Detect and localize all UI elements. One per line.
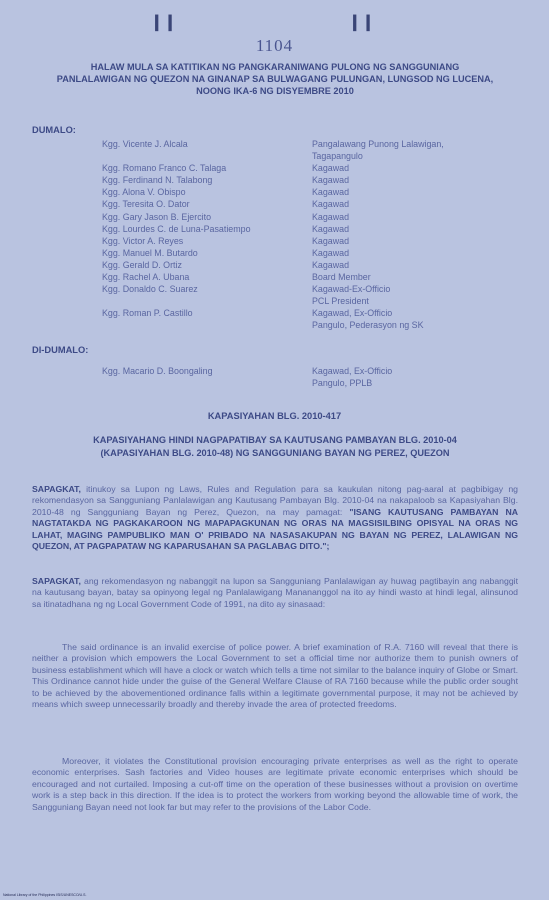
page-number: 1104 <box>255 36 294 55</box>
resolution-subtitle <box>40 434 510 460</box>
quoted-opinion-paragraph-1: The said ordinance is an invalid exercise of police power. A brief examination of R.A. 7160 will reveal that there is neither a provision which empowers the Local Government to set a official time nor authorize them to punish owners of business establishment which will have a clock or watch which tells a time not similar to the balance inquiry of Globe or Smart. This Ordinance cannot hide under the guise of the General Welfare Clause of RA 7160 because while the public order sought to be achieved by the abovementioned ordinance falls within a legitimate governmental purpose, it may not be achieved by means which sweep unnecessarily broadly and thereby invade the area of protected freedoms. <box>32 642 518 710</box>
attendee-row: Kgg. Vicente J. Alcala Pangalawang Punong Lalawigan, <box>102 139 444 149</box>
attendee-row: PCL President <box>312 296 369 307</box>
present-list <box>102 138 502 332</box>
whereas-paragraph-2 <box>32 576 518 610</box>
quoted-opinion-paragraph-2: Moreover, it violates the Constitutional provision encouraging private enterprises as well as the right to operate economic enterprises. Sash factories and Video houses are legitimate private economic enterprises which should be encouraged and not curtailed. Imposing a cut-off time on the operation of these businesses without a provision on overtime work is a step back in this direction. If the idea is to protect the workers from working beyond the allowable time of work, the Sangguniang Bayan need not look far but may refer to the provisions of the Labor Code. <box>32 756 518 812</box>
heading-line-3: NOONG IKA-6 NG DISYEMBRE 2010 <box>196 86 354 96</box>
absent-label: DI-DUMALO: <box>32 345 89 355</box>
attendee-row: Kgg. Gerald D. Ortiz Kagawad <box>102 259 350 270</box>
whereas-lead: SAPAGKAT, <box>32 576 81 586</box>
whereas-paragraph-1 <box>32 484 518 552</box>
minutes-heading <box>32 61 518 97</box>
attendee-row: Kgg. Donaldo C. Suarez Kagawad-Ex-Officio <box>102 284 391 295</box>
attendee-row: Pangulo, Pederasyon ng SK <box>312 320 424 331</box>
attendee-row: Pangulo, PPLB <box>312 378 373 389</box>
attendee-row: Kgg. Victor A. Reyes Kagawad <box>102 235 350 246</box>
attendee-row: Kgg. Lourdes C. de Luna-Pasatiempo Kagawad <box>102 223 350 234</box>
attendee-row: Kgg. Teresita O. Dator Kagawad <box>102 199 350 210</box>
attendee-row: Kgg. Manuel M. Butardo Kagawad <box>102 247 350 258</box>
whereas-body: itinukoy sa Lupon ng Laws, Rules and Regulation para sa kaukulan nitong pag-aaral at pagbibigay ng rekomendasyon sa Sangguniang Panlalawigan ang Kautusang Pambayan Blg. 2010-04 na nakapaloob sa Kapasiyahan Blg. 2010-48 ng Sangguniang Bayan ng Perez, Quezon, na may pamagat: <box>32 484 518 517</box>
present-label: DUMALO: <box>32 125 76 135</box>
heading-line-1: HALAW MULA SA KATITIKAN NG PANGKARANIWANG PULONG NG SANGGUNIANG <box>90 62 460 72</box>
whereas-body: ang rekomendasyon ng nabanggit na lupon sa Sangguniang Panlalawigan ay huwag pagtibayin ang nabanggit na kautusang bayan, batay sa opinyong legal ng Panlalawigang Manananggol na ito ay hindi wasto at hindi legal, alinsunod sa itinatadhana ng ng Local Government Code of 1991, na dito ay sinasaad: <box>32 576 518 609</box>
attendee-row: Kgg. Romano Franco C. Talaga Kagawad <box>102 163 350 174</box>
binding-hole-left-icon: ❙❙ <box>150 14 177 31</box>
attendee-row: Kgg. Rachel A. Ubana Board Member <box>102 272 371 283</box>
resolution-title: KAPASIYAHAN BLG. 2010-417 <box>207 411 342 421</box>
absent-list <box>102 365 502 389</box>
ordinance-title: "ISANG KAUTUSANG PAMBAYAN NA NAGTATAKDA NG PAGKAKAROON NG MAPAPAGKUNAN NG ORAS NA MAGSISILBING OPISYAL NA ORAS NG LAHAT, MAGING PAMPUBLIKO MAN O' PRIBADO NA NASASAKUPAN NG BAYAN NG PEREZ, LALAWIGAN NG QUEZON, AT PAGPAPATAW NG KAPARUSAHAN SA PAGLABAG DITO."; <box>32 506 519 552</box>
resolution-subtitle-line-1: KAPASIYAHANG HINDI NAGPAPATIBAY SA KAUTUSANG PAMBAYAN BLG. 2010-04 <box>93 435 457 445</box>
heading-line-2: PANLALAWIGAN NG QUEZON NA GINANAP SA BULWAGANG PULUNGAN, LUNGSOD NG LUCENA, <box>56 74 494 84</box>
attendee-row: Kgg. Gary Jason B. Ejercito Kagawad <box>102 211 350 222</box>
attendee-row: Kgg. Alona V. Obispo Kagawad <box>102 187 350 198</box>
whereas-lead: SAPAGKAT, <box>32 484 81 494</box>
attendee-row: Kgg. Ferdinand N. Talabong Kagawad <box>102 175 350 186</box>
scan-footer: National Library of the Philippines ISIS/UNESCO/U.S. <box>3 893 87 897</box>
attendee-row: Kgg. Roman P. Castillo Kagawad, Ex-Officio <box>102 308 393 319</box>
resolution-subtitle-line-2: (KAPASIYAHAN BLG. 2010-48) NG SANGGUNIANG BAYAN NG PEREZ, QUEZON <box>100 448 450 458</box>
attendee-row: Tagapangulo <box>312 151 363 162</box>
binding-hole-right-icon: ❙❙ <box>348 14 375 31</box>
attendee-row: Kgg. Macario D. Boongaling Kagawad, Ex-Officio <box>102 366 393 376</box>
